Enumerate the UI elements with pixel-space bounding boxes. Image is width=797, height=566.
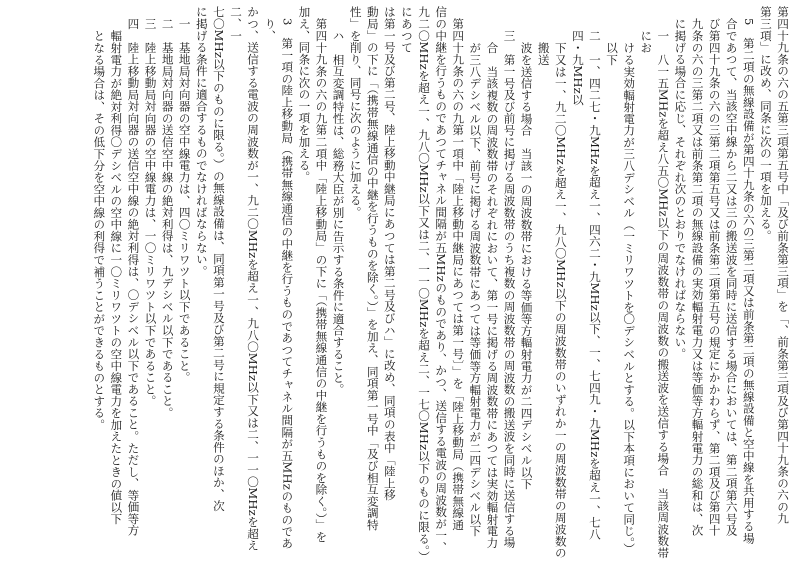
text-line: 一 八一五MHzを超え八五〇MHz以下の周波数帯の周波数の搬送波を送信する場合 当該周波数帯にお	[639, 30, 671, 559]
text-line: 性」を削り、同号に次のように加える。	[348, 6, 363, 219]
text-line: ける実効輻射電力が三八デシベル（一ミリワツトを〇デシベルとする。以下本項において同じ。）	[622, 42, 637, 555]
text-line: 二 基地局対向器の送信空中線の絶対利得は、九デシベル以下であること。	[160, 18, 175, 419]
text-line: 第四十九条の六の九第一項中「陸上移動中継局にあつては第一号〕」を「陸上移動局（携帯無線通	[451, 18, 466, 531]
text-line: 第四十九条の六の九第二項中「陸上移動局」の下に「（携帯無線通信の中継を行うものを除く。）」を	[314, 18, 329, 543]
text-line: に掲げる条件に適合するものでなければならない。	[194, 6, 209, 277]
text-line: 一 基地局対向器の空中線電力は、四〇ミリワツト以下であること。	[177, 18, 192, 384]
text-line: 下又は一、九二〇MHzを超え一、九八〇MHz以下の周波数帯のいずれか一の周波数帯の周波数の搬送	[536, 42, 568, 559]
text-line: 加え、同条に次の一項を加える。	[297, 6, 312, 183]
text-line: に掲げる場合に応じ、それぞれ次のとおりでなければならない。	[673, 18, 688, 360]
text-line: 信の中継を行うものであつてチャネル間隔が五MHzのものであり、かつ、送信する電波の周波数が一、	[434, 6, 449, 553]
text-line: ハ 相互変調特性は、総務大臣が別に告示する条件に適合すること。	[331, 30, 346, 396]
text-line: 3 第一項の陸上移動局（携帯無線通信の中継を行うものであつてチャネル間隔が五MHzのものであり、	[263, 18, 295, 549]
text-line: 九二〇MHzを超え一、九八〇MHz以下又は二、一一〇MHzを超え二、一七〇MHz以下のものに限る。）にあつて	[399, 6, 432, 557]
text-line: が三八デシベル以下、前号に掲げる周波数帯にあつては等価等方輻射電力が二四デシベル以下	[468, 42, 483, 537]
text-line: 二 一、四二七・九MHzを超え一、四六二・九MHz以下、一、七四九・九MHzを超え一、七八四・九MHz以	[570, 30, 602, 540]
text-line: 九条の六の三第二項又は前条第二項の無線設備の実効輻射電力又は等価等方輻射電力の総和は、次	[690, 18, 705, 537]
text-line: 合であつて、当該空中線から二又は三の搬送波を同時に送信する場合においては、第二項第六号及	[724, 18, 739, 537]
text-line: 波を送信する場合 当該一の周波数帯における等価等方輻射電力が二四デシベル以下	[519, 42, 534, 490]
text-line: 合 当該複数の周波数帯のそれぞれにおいて、第一号に掲げる周波数帯にあつては実効輻射電力	[485, 42, 500, 549]
text-line: 第四十九条の六の五第三項第五号中「及び前条第三項」を「、前条第三項及び第四十九条の六の九	[776, 6, 790, 525]
text-line: 三 陸上移動局対向器の空中線電力は、一〇ミリワツト以下であること。	[143, 18, 158, 407]
text-line: 四 陸上移動局対向器の送信空中線の絶対利得は、〇デシベル以下であること。ただし、等価等方	[126, 18, 141, 537]
text-line: 以下	[605, 42, 620, 66]
text-line: かつ、送信する電波の周波数が一、九二〇MHzを超え一、九八〇MHz以下又は二、一一〇MHzを超え二、一	[229, 6, 261, 552]
text-line: び第四十九条の六の三第二項第五号又は前条第二項第五号の規定にかかわらず、第二項及び第四十	[707, 18, 722, 537]
text-line: 5 第二項の無線設備が第四十九条の六の三第二項又は前条第二項の無線設備と空中線を共用する場	[741, 18, 756, 544]
text-line: 三 第一号及び前号に掲げる周波数帯のうち複数の周波数帯の周波数の搬送波を同時に送信する場	[502, 30, 517, 549]
text-line: 七〇MHz以下のものに限る。）の無線設備は、同項第一号及び第二号に規定する条件のほか、次	[211, 6, 226, 512]
text-line: は第一号及び第二号、陸上移動中継局にあつては第二号及びハ」に改め、同項の表中「陸上移	[382, 6, 397, 501]
text-line: 第三項」に改め、同条に次の一項を加える。	[758, 6, 773, 242]
text-line: 輻射電力が絶対利得〇デシベルの空中線に一〇ミリワツトの空中線電力を加えたときの値以下	[109, 30, 124, 525]
text-line: となる場合は、その低下分を空中線の利得で補うことができるものとする。	[92, 30, 107, 431]
vertical-text-body	[6, 6, 791, 562]
text-line: 動局」の下に「（携帯無線通信の中継を行うものを除く。）」を加え、同項第一号中「及び相互変調特	[365, 6, 380, 531]
